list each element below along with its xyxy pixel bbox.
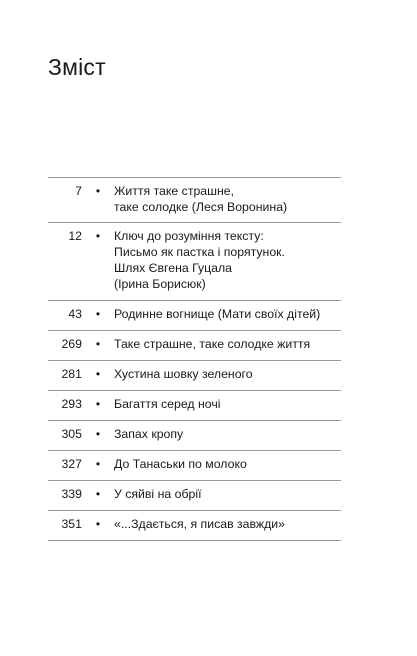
toc-entry[interactable] — [48, 223, 341, 301]
toc-entry-title: Таке страшне, таке солодке життя — [114, 337, 311, 351]
bullet-icon: • — [95, 397, 101, 411]
toc-entry-title: Життя таке страшне, таке солодке (Леся Воронина) — [114, 184, 288, 214]
table-of-contents — [48, 177, 341, 541]
toc-entry[interactable] — [48, 481, 341, 511]
toc-entry[interactable] — [48, 421, 341, 451]
bullet-icon: • — [95, 367, 101, 381]
bullet-icon: • — [95, 184, 101, 198]
toc-entry[interactable] — [48, 391, 341, 421]
toc-entry[interactable] — [48, 331, 341, 361]
bullet-icon: • — [95, 517, 101, 531]
toc-page-number: 293 — [61, 397, 82, 411]
toc-entry-title: Запах кропу — [114, 427, 184, 441]
toc-page-number: 269 — [61, 337, 82, 351]
toc-entry-title: Родинне вогнище (Мати своїх дітей) — [114, 307, 321, 321]
toc-page-number: 339 — [61, 487, 82, 501]
page-title: Зміст — [48, 54, 106, 80]
bullet-icon: • — [95, 337, 101, 351]
toc-entry-title: До Танаськи по молоко — [114, 457, 247, 471]
toc-entry-title: У сяйві на обрії — [114, 487, 202, 501]
bullet-icon: • — [95, 307, 101, 321]
bullet-icon: • — [95, 229, 101, 243]
toc-entry[interactable] — [48, 301, 341, 331]
bullet-icon: • — [95, 427, 101, 441]
toc-page-number: 12 — [68, 229, 82, 243]
toc-page-number: 305 — [61, 427, 82, 441]
toc-page-number: 327 — [61, 457, 82, 471]
toc-entry[interactable] — [48, 178, 341, 223]
toc-entry[interactable] — [48, 451, 341, 481]
toc-page-number: 7 — [75, 184, 82, 198]
toc-entry-title: Хустина шовку зеленого — [114, 367, 253, 381]
toc-entry[interactable] — [48, 511, 341, 541]
toc-entry[interactable] — [48, 361, 341, 391]
toc-entry-title: Ключ до розуміння тексту: Письмо як пастка і порятунок. Шлях Євгена Гуцала (Ірина Борисюк) — [114, 229, 285, 291]
toc-entry-title: Багаття серед ночі — [114, 397, 221, 411]
toc-entry-title: «...Здається, я писав завжди» — [114, 517, 286, 531]
bullet-icon: • — [95, 457, 101, 471]
bullet-icon: • — [95, 487, 101, 501]
toc-page-number: 43 — [68, 307, 82, 321]
toc-page-number: 281 — [61, 367, 82, 381]
toc-page-number: 351 — [61, 517, 82, 531]
